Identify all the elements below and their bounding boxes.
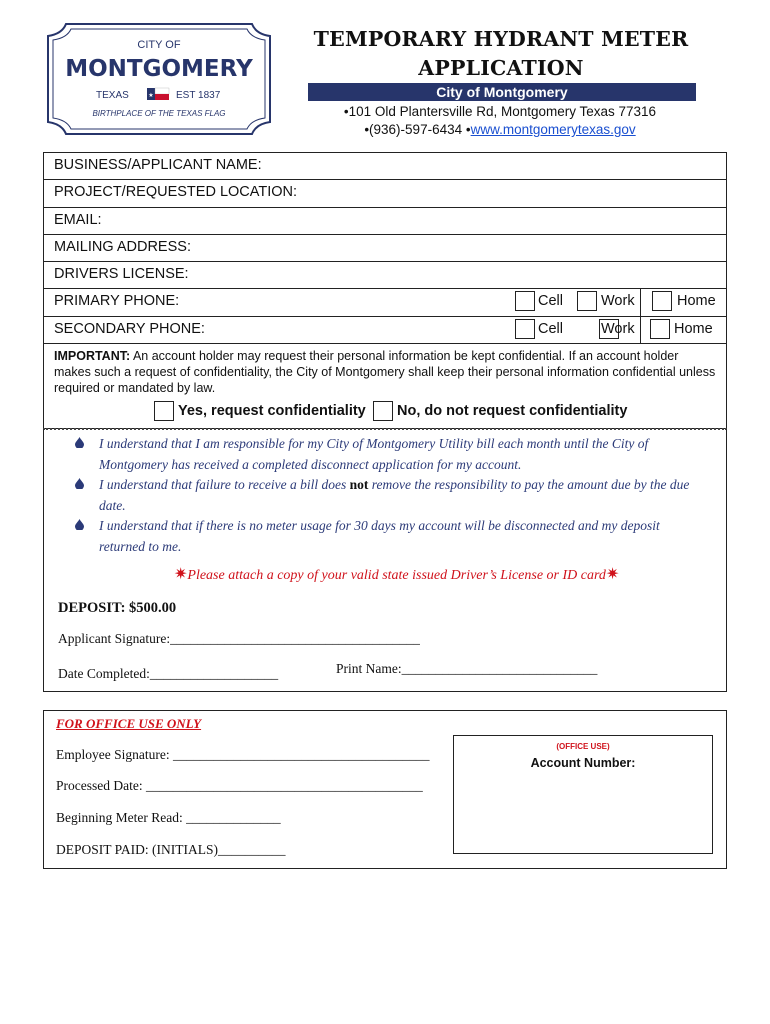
mailing-label: MAILING ADDRESS: xyxy=(54,238,191,255)
primary-home-checkbox[interactable] xyxy=(652,291,672,311)
logo-tagline: BIRTHPLACE OF THE TEXAS FLAG xyxy=(92,109,226,118)
deposit-amount: DEPOSIT: $500.00 xyxy=(58,600,177,616)
applicant-signature-field[interactable]: Applicant Signature:_____________________________________ xyxy=(58,631,420,646)
acknowledgement-box xyxy=(43,428,727,692)
primary-work-label: Work xyxy=(601,293,635,310)
bullet-item xyxy=(99,474,709,516)
secondary-home-label: Home xyxy=(674,320,713,337)
business-label: BUSINESS/APPLICANT NAME: xyxy=(54,157,262,173)
svg-text:★: ★ xyxy=(148,93,154,99)
employee-signature-field[interactable]: Employee Signature: ______________________________________ xyxy=(56,747,430,762)
primary-phone-row[interactable] xyxy=(44,289,726,316)
water-drop-icon xyxy=(75,437,84,448)
important-notice xyxy=(44,344,726,398)
primary-cell-checkbox[interactable] xyxy=(515,291,535,311)
logo-est: EST 1837 xyxy=(176,90,221,101)
divider xyxy=(640,317,641,343)
secondary-phone-label: SECONDARY PHONE: xyxy=(54,320,205,337)
important-text: An account holder may request their personal information be kept confidential. If an account holder makes such a request of confidentiality, the City of Montgomery shall keep their personal information confidential unless required or mandated by law. xyxy=(54,349,716,396)
primary-home-label: Home xyxy=(677,293,716,310)
secondary-cell-checkbox[interactable] xyxy=(515,319,535,339)
processed-date-field[interactable]: Processed Date: _________________________________________ xyxy=(56,778,423,793)
office-use-label: (OFFICE USE) xyxy=(556,742,610,751)
website-bullet: • xyxy=(465,122,471,137)
star-icon: ✷ xyxy=(605,566,620,583)
account-number-label: Account Number: xyxy=(530,756,636,770)
no-confidential-checkbox[interactable] xyxy=(373,401,393,421)
logo-state: TEXAS xyxy=(96,90,129,101)
website-link[interactable]: www.montgomerytexas.gov xyxy=(470,122,636,137)
no-confidential-label: No, do not request confidentiality xyxy=(397,403,628,420)
important-label: IMPORTANT: xyxy=(54,349,131,364)
project-label: PROJECT/REQUESTED LOCATION: xyxy=(54,184,298,201)
mailing-row[interactable] xyxy=(44,235,726,262)
attach-text: Please attach a copy of your valid state issued Driver’s License or ID card xyxy=(187,568,606,583)
city-logo xyxy=(44,20,274,138)
secondary-phone-row[interactable] xyxy=(44,317,726,344)
beginning-meter-field[interactable]: Beginning Meter Read: ______________ xyxy=(56,810,281,825)
deposit-paid-field[interactable]: DEPOSIT PAID: (INITIALS)__________ xyxy=(56,842,286,857)
bullet-text: I understand that failure to receive a bill does xyxy=(99,477,350,492)
contact-info xyxy=(300,103,700,139)
secondary-home-checkbox[interactable] xyxy=(650,319,670,339)
email-label: EMAIL: xyxy=(54,211,102,228)
bullet-item xyxy=(99,433,709,475)
office-use-box xyxy=(43,710,727,869)
city-bar: City of Montgomery xyxy=(308,83,696,101)
bullet-emphasis: not xyxy=(349,477,369,492)
print-name-field[interactable]: Print Name:_____________________________ xyxy=(336,661,598,676)
yes-confidential-checkbox[interactable] xyxy=(154,401,174,421)
logo-name: MONTGOMERY xyxy=(65,56,253,82)
primary-phone-label: PRIMARY PHONE: xyxy=(54,293,180,310)
secondary-cell-label: Cell xyxy=(538,320,563,337)
divider xyxy=(640,289,641,315)
office-use-heading: FOR OFFICE USE ONLY xyxy=(56,716,202,731)
primary-cell-label: Cell xyxy=(538,293,563,310)
bullet-text: remove the responsibility to pay the amount due by the due date. xyxy=(99,477,690,513)
project-row[interactable] xyxy=(44,180,726,207)
license-label: DRIVERS LICENSE: xyxy=(54,266,189,283)
water-drop-icon xyxy=(75,478,84,489)
title-line2: APPLICATION xyxy=(418,56,584,80)
logo-city-of: CITY OF xyxy=(137,39,181,51)
bullet-text: I understand that if there is no meter usage for 30 days my account will be disconnected and my deposit returned to me. xyxy=(99,518,660,554)
address: •101 Old Plantersville Rd, Montgomery Texas 77316 xyxy=(343,104,657,119)
star-icon: ✷ xyxy=(174,566,188,583)
secondary-work-label: Work xyxy=(601,320,635,337)
applicant-info-table xyxy=(43,152,727,429)
confidentiality-row xyxy=(44,398,726,428)
texas-flag-icon xyxy=(147,88,169,100)
date-completed-field[interactable]: Date Completed:___________________ xyxy=(58,666,279,681)
attach-notice xyxy=(174,564,619,584)
yes-confidential-label: Yes, request confidentiality xyxy=(178,403,366,420)
title-line1: TEMPORARY HYDRANT METER xyxy=(313,27,689,51)
phone: •(936)-597-6434 xyxy=(364,122,463,137)
account-number-box[interactable] xyxy=(453,735,713,854)
business-row[interactable] xyxy=(44,153,726,180)
bullet-text: I understand that I am responsible for my City of Montgomery Utility bill each month until the City of Montgomery has received a completed disconnect application for my account. xyxy=(99,436,649,472)
primary-work-checkbox[interactable] xyxy=(577,291,597,311)
email-row[interactable] xyxy=(44,208,726,235)
form-title xyxy=(306,25,696,83)
bullet-item xyxy=(99,515,709,557)
license-row[interactable] xyxy=(44,262,726,289)
water-drop-icon xyxy=(75,519,84,530)
